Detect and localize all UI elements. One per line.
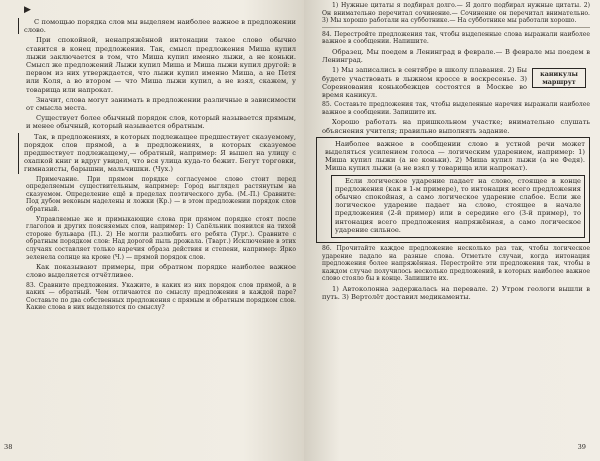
intro-paragraph: С помощью порядка слов мы выделяем наиболее важное в предложении слово.	[24, 18, 296, 35]
rule-block	[18, 18, 296, 34]
right-page-content	[322, 2, 590, 303]
exercise-86-items: 1) Автоколонна задержалась на перевале. 2) Утром геологи вышли в путь. 3) Вертолёт доставил медикаменты.	[322, 284, 590, 302]
exercise-83: 83. Сравните предложения. Укажите, в каких из них порядок слов прямой, а в каких — обратный. Чем отличаются по смыслу предложения в каждой паре? Составьте по два собственных предложения с прямым и обратным порядком слов. Какие слова в них выделяются по смыслу?	[26, 281, 296, 312]
exercise-84-block	[322, 66, 590, 99]
exercise-86: 86. Прочитайте каждое предложение несколько раз так, чтобы логическое ударение падало на разные слова. Отметьте случаи, когда интонация предложения более напряжённая. Перестройте эти предложения так, чтобы в каждом случае получилось несколько предложений, в которых наиболее важное слово стояло бы в конце. Запишите их.	[322, 245, 590, 283]
note-paragraph: Примечание. При прямом порядке согласуемое слово стоит перед определяемым существительным, например: Город выглядел растянутым на сказуемом. Определение ещё в пределах поэтического дуба. (М.-П.) Сравните: Под дубом вековым наделены и ложки (Кр.) — в этом предложении порядок слов обратный.	[26, 175, 296, 214]
paragraph-examples: Так, в предложениях, в которых подлежащее предшествует сказуемому, порядок слов прямой, а в предложениях, в которых сказуемое предшествует подлежащему,— обратный, например: Я вышел на улицу с охапкой книг и вдруг увидел, что вся улица куда-то бежит. Бегут торговки, гимназисты, барышни, мальчишки. (Чух.)	[24, 132, 296, 174]
exercise-84-items: 1) Мы записались в сентябре в школу плавания. 2) Бы будете участвовать в лыжном кроссе в воскресенье. 3) Соревнования конькобежцев состоятся в Москве во время каникул.	[322, 66, 527, 99]
intonation-rule-box	[331, 175, 585, 238]
logical-stress-rule-box	[316, 137, 590, 243]
right-page	[304, 0, 600, 461]
paragraph-conclusion: Как показывают примеры, при обратном порядке наиболее важное слово выделяется отчётливее.	[26, 263, 296, 280]
left-page-content	[26, 18, 296, 314]
example-block	[18, 133, 296, 174]
triangle-marker-icon: ▶	[24, 5, 31, 15]
paragraph-direct-order: Существует более обычный порядок слов, который называется прямым, и менее обычный, который называется обратным.	[26, 114, 296, 131]
exercise-85-text: Хорошо работать на пришкольном участке; внимательно слушать объяснения учителя; правильно выполнять задание.	[322, 118, 590, 135]
paragraph-governed-words: Управляемые же и примыкающие слова при прямом порядке стоят после глаголов и других поясняемых слов, например: 1) Сапёльник появился на тихой стороне бульвара (П.). 2) Не могли разлюбить его ребята (Тург.). Сравните с обратным порядком слов: Над дорогой пыль дрожала. (Тварт.) Исключение в этих случаях составляет только наречия образа действия и степени, например: Ярко зеленела солнце на кроне (Ч.) — прямой порядок слов.	[26, 215, 296, 261]
divider	[322, 27, 590, 28]
margin-note-box: каникулы маршрут	[532, 68, 586, 88]
paragraph-positions: Значит, слова могут занимать в предложении различные в зависимости от смысла места.	[26, 95, 296, 113]
exercise-85: 85. Составьте предложения так, чтобы выделенные наречия выражали наиболее важное в сообщении. Запишите их.	[322, 101, 590, 116]
page-number-left: 38	[4, 443, 13, 451]
page-number-right: 39	[577, 443, 586, 451]
sample-sentence: Образец. Мы поедем в Ленинград в феврале.— В феврале мы поедем в Ленинград.	[322, 47, 590, 65]
logical-stress-text: Наиболее важное в сообщении слово в устной речи может выделяться усилением голоса — логическим ударением, например: 1) Миша купил лыжи (а не коньки). 2) Миша купил лыжи (а не Федя). Миша купил лыжи (а не взял у товарища или напрокат).	[325, 139, 585, 173]
intonation-text: Если логическое ударение падает на слово, стоящее в конце предложения (как в 1-м примере), то интонация всего предложения обычно спокойная, а само логическое ударение слабое. Если же логическое ударение падает на слово, стоящее в начале предложения (2-й пример) или в середине его (3-й пример), то интонация всего предложения напряжённая, а само логическое ударение сильное.	[335, 176, 581, 234]
exercise-83-items: 1) Нужные цитаты я подбирал долго.— Я долго подбирал нужные цитаты. 2) Он внимательно перечитал сочинение.— Сочинение он перечитал внимательно. 3) Мы хорошо работали на субботнике.— На субботнике мы работали хорошо.	[322, 2, 590, 25]
paragraph-word-order: При спокойной, ненапряжённой интонации такое слово обычно ставится в конец предложения. Так, смысл предложения Миша купил лыжи заключается в том, что Миша купил именно лыжи, а не коньки. Смысл же предложений Лыжи купил Миша и Миша лыжи купил другой: в первом из них утверждается, что лыжи купил именно Миша, а не Петя или Коля, а во втором — что Миша лыжи купил, а не взял, скажем, у товарища или напрокат.	[26, 36, 296, 94]
exercise-84: 84. Перестройте предложения так, чтобы выделенные слова выражали наиболее важное в сообщении. Напишите.	[322, 30, 590, 46]
